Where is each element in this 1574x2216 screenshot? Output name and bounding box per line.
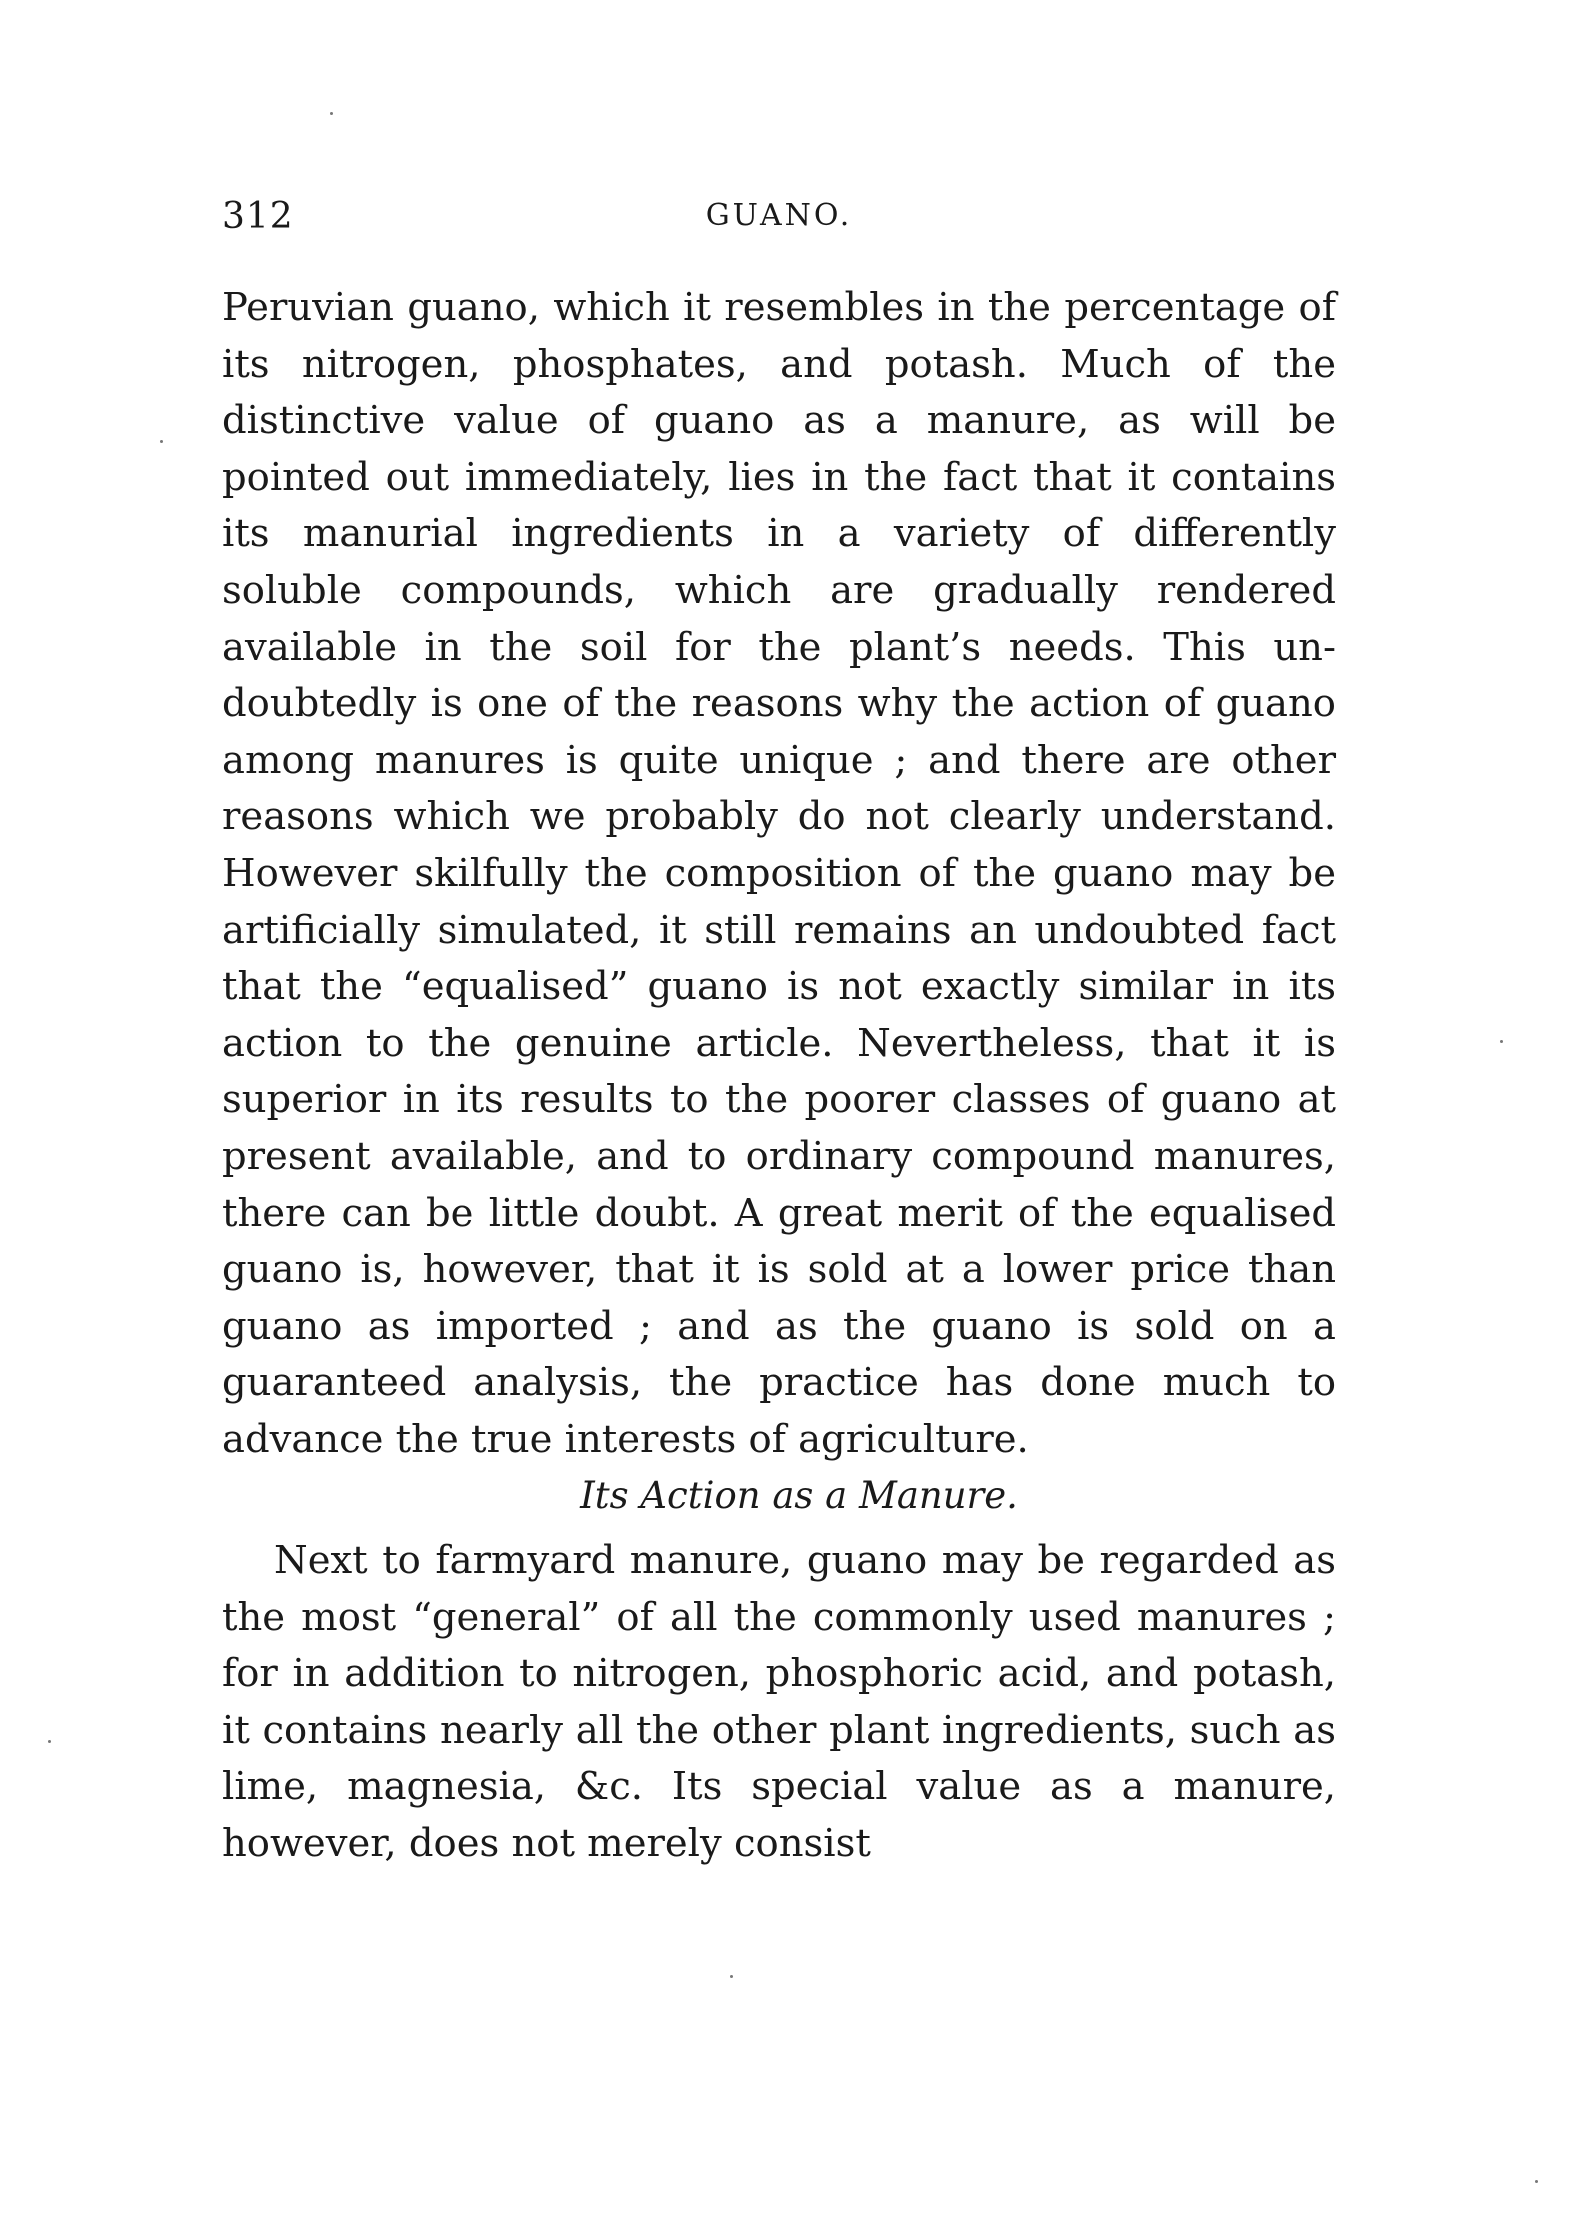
section-heading: Its Action as a Manure. <box>580 1474 1018 1518</box>
paper-speck <box>1500 1040 1503 1043</box>
paragraph-1: Peruvian guano, which it resembles in the percentage of its nitrogen, phosphates, and potash. Much of the distinctive value of guano as a manure, as will be pointed out immediately, lies in the fact that it contains its manurial ingredients in a variety of differently soluble compounds, which are gradually rendered available in the soil for the plant’s needs. This undoubtedly is one of the reasons why the action of guano among manures is quite unique ; and there are other reasons which we probably do not clearly understand. However skilfully the composition of the guano may be artificially simulated, it still remains an undoubted fact that the “equalised” guano is not exactly similar in its action to the genuine article. Nevertheless, that it is superior in its results to the poorer classes of guano at present available, and to ordinary compound manures, there can be little doubt. A great merit of the equalised guano is, however, that it is sold at a lower price than guano as imported ; and as the guano is sold on a guaranteed analysis, the practice has done much to advance the true interests of agriculture. <box>222 285 1336 1462</box>
paper-speck <box>160 440 163 443</box>
paper-speck <box>330 112 333 115</box>
running-head <box>222 196 1336 246</box>
paper-speck <box>1535 2180 1538 2183</box>
running-title: GUANO. <box>705 198 853 233</box>
paragraph-2: Next to farmyard manure, guano may be regarded as the most “general” of all the commonly used manures ; for in addition to nitrogen, phosphoric acid, and potash, it contains nearly all the other plant ingredients, such as lime, magnesia, &c. Its special value as a manure, however, does not merely consist <box>222 1538 1336 1867</box>
paper-speck <box>730 1975 733 1978</box>
body-text <box>222 280 1336 1873</box>
page-number: 312 <box>222 196 294 237</box>
paper-speck <box>48 1740 51 1743</box>
